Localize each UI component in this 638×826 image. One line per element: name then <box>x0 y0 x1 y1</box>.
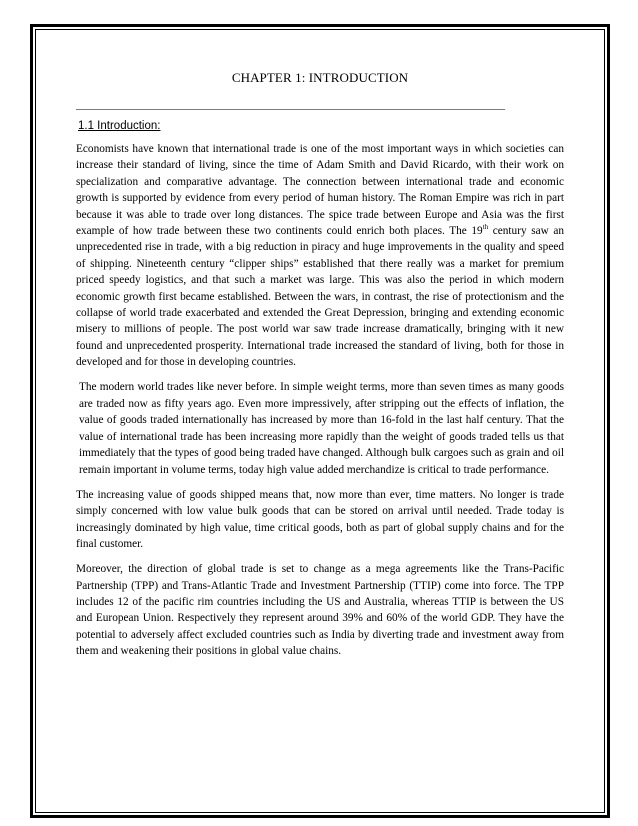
paragraph-4: Moreover, the direction of global trade is set to change as a mega agreements like the Trans-Pacific Partnership (TPP) and Trans-Atlantic Trade and Investment Partnership (TTIP) come into force. The TPP includes 12 of the pacific rim countries including the US and Australia, whereas TTIP is between the US and European Union. Respectively they represent around 39% and 60% of the world GDP. They have the potential to adversely affect excluded countries such as India by diverting trade and investment away from them and weakening their positions in global value chains. <box>76 563 564 658</box>
paragraph-2: The modern world trades like never before. In simple weight terms, more than seven times as many goods are traded now as fifty years ago. Even more impressively, after stripping out the effects of inflation, the value of goods traded internationally has increased by more than 16-fold in the last half century. That the value of international trade has been increasing more rapidly than the weight of goods traded tells us that immediately that the types of good being traded have changed. Although bulk cargoes such as grain and oil remain important in volume terms, today high value added merchandize is critical to trade performance. <box>79 381 564 476</box>
paragraph-1-text-continued: century saw an unprecedented rise in trade, with a big reduction in piracy and huge improvements in the quality and speed of shipping. Nineteenth century “clipper ships” established that there really was a market for premium priced speedy logistics, and that such a market was large. This was also the period in which modern economic growth first became established. Between the wars, in contrast, the rise of protectionism and the collapse of world trade exacerbated and extended the Great Depression, bringing and extending economic misery to millions of people. The post world war saw trade increase dramatically, bringing with it new found and unprecedented prosperity. International trade increased the standard of living, both for those in developed and for those in developing countries. <box>76 225 565 369</box>
paragraph-3: The increasing value of goods shipped means that, now more than ever, time matters. No longer is trade simply concerned with low value bulk goods that can be stored on arrival until needed. Trade today is increasingly dominated by high value, time critical goods, both as part of global supply chains and for the final customer. <box>76 488 564 550</box>
paragraph-1-text: Economists have known that international trade is one of the most important ways in which societies can increase their standard of living, since the time of Adam Smith and David Ricardo, with their work on specialization and comparative advantage. The connection between international trade and economic growth is supported by evidence from every period of human history. The Roman Empire was rich in part because it was able to trade over long distances. The spice trade between Europe and Asia was the first example of how trade between these two continents could enrich both places. The 19 <box>76 143 564 238</box>
horizontal-rule: ______________________________________________________________________________ <box>76 99 505 111</box>
superscript-th: th <box>482 223 489 232</box>
page-content <box>76 70 564 668</box>
paragraph-1 <box>76 141 564 371</box>
section-heading: 1.1 Introduction: <box>78 120 161 132</box>
chapter-title: CHAPTER 1: INTRODUCTION <box>231 70 409 85</box>
